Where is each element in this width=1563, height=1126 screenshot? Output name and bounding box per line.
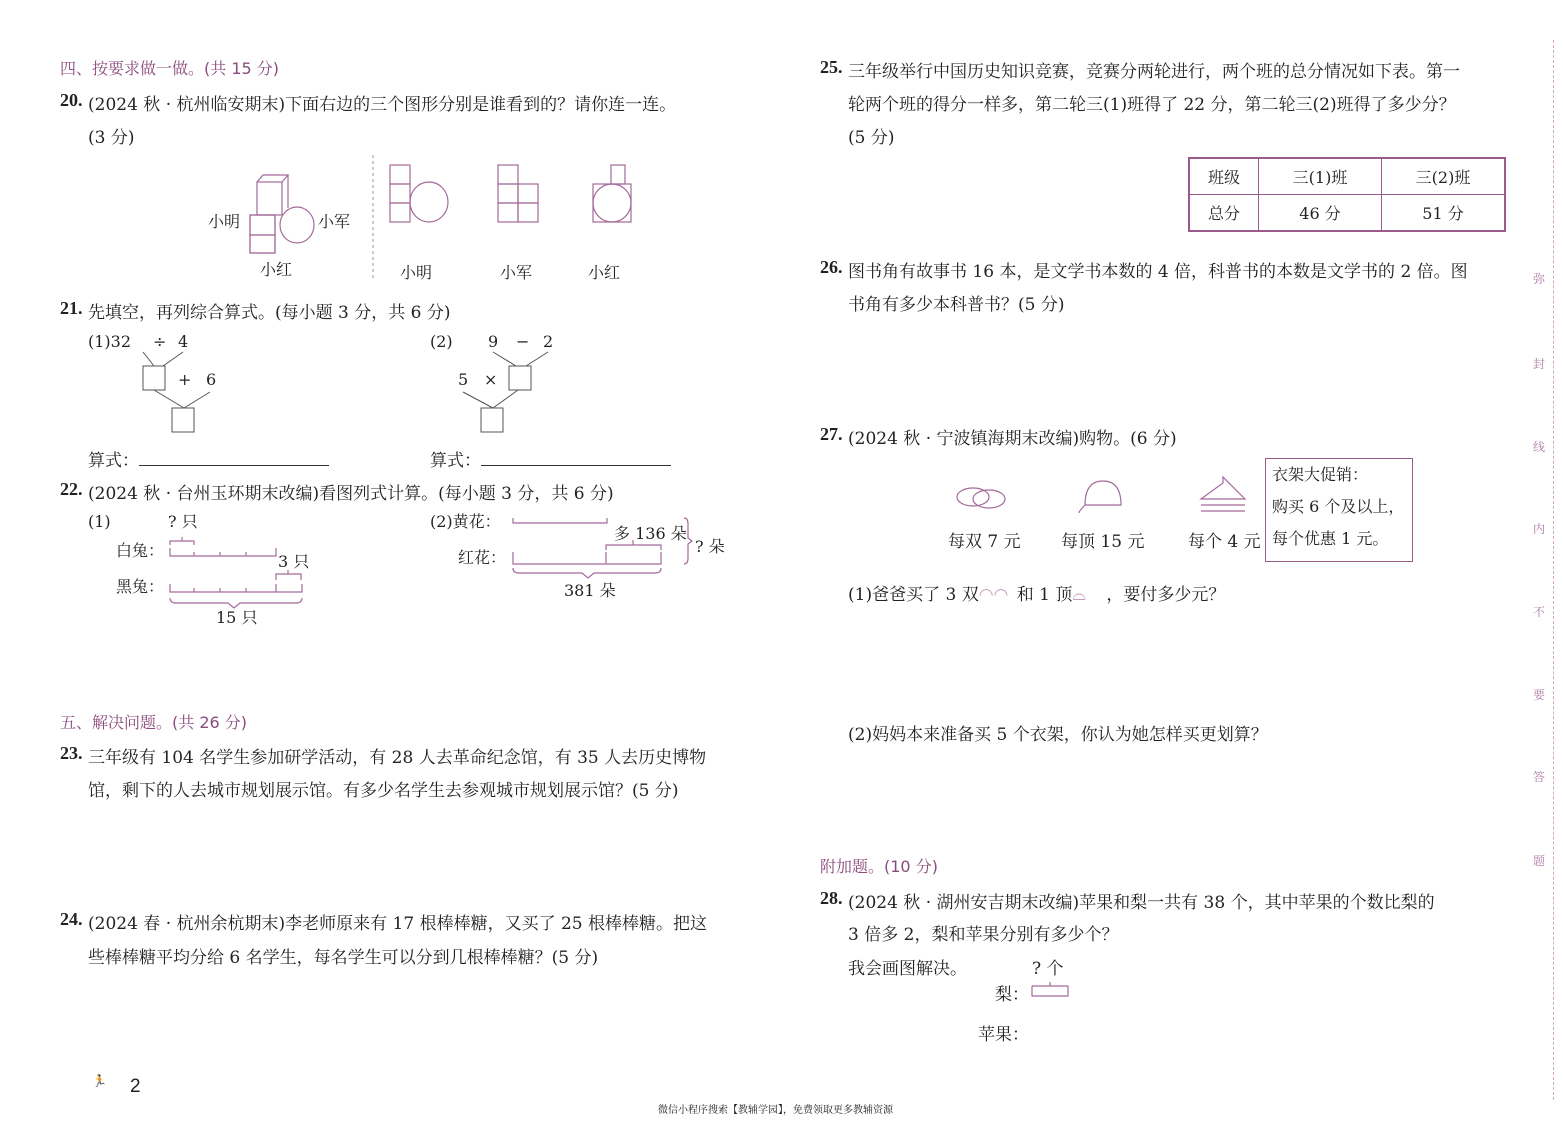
question-number: 22.: [60, 479, 83, 499]
text: 46 分: [1259, 195, 1382, 232]
hanger-icon: [1201, 477, 1245, 511]
text: 15 只: [216, 608, 258, 627]
question-number: 28.: [820, 888, 843, 908]
text: 三(2)班: [1382, 158, 1506, 195]
text: ÷: [153, 332, 167, 351]
formula-2[interactable]: [430, 446, 671, 471]
text: 381 朵: [564, 581, 616, 600]
text: −: [516, 332, 530, 351]
cap-icon: ⌓: [1072, 585, 1086, 605]
slippers-icon: ◠◠: [978, 585, 1009, 605]
text: 多 136 朵: [614, 524, 687, 543]
formula-1[interactable]: [88, 446, 329, 471]
promo-box: [1265, 458, 1413, 562]
text: (1)爸爸买了 3 双: [848, 585, 979, 605]
pear-quantity-label: ? 个: [1032, 959, 1064, 979]
pear-label: 梨：: [995, 985, 1029, 1005]
text: 3 只: [278, 552, 310, 571]
question-23-line1: 三年级有 104 名学生参加研学活动，有 28 人去革命纪念馆，有 35 人去历史博物: [88, 748, 707, 768]
q22-line-diagrams: [88, 510, 768, 630]
answer-box: [481, 408, 503, 432]
text: 4: [178, 332, 189, 351]
table-header-row: [1189, 158, 1505, 195]
slippers-icon: [957, 488, 1005, 508]
label-xiaohong: 小红: [260, 260, 293, 279]
text: 白兔：: [116, 541, 165, 560]
text: (1): [88, 512, 111, 531]
question-number: 23.: [60, 743, 83, 763]
table-row: [1189, 195, 1505, 232]
text: 6: [206, 370, 217, 389]
question-28-line2: 3 倍多 2，梨和苹果分别有多少个？: [848, 925, 1119, 945]
view-3: [593, 165, 631, 222]
price-hanger: 每个 4 元: [1188, 532, 1261, 552]
cap-icon: [1079, 481, 1121, 513]
question-21-text: 先填空，再列综合算式。(每小题 3 分，共 6 分): [88, 303, 451, 323]
price-cap: 每顶 15 元: [1061, 532, 1145, 552]
text: 51 分: [1382, 195, 1506, 232]
question-number: 21.: [60, 298, 83, 318]
question-number: 25.: [820, 57, 843, 77]
question-27-sub1: [848, 580, 1225, 605]
text: 5: [458, 370, 469, 389]
view-label: 小明: [400, 263, 433, 282]
price-slippers: 每双 7 元: [948, 532, 1021, 552]
margin-char: 内: [1533, 522, 1546, 536]
runner-icon: 🏃: [92, 1074, 107, 1088]
promo-line: 购买 6 个及以上，: [1272, 497, 1405, 516]
promo-line: 衣架大促销：: [1272, 465, 1369, 484]
margin-char: 弥: [1533, 272, 1546, 286]
question-number: 24.: [60, 909, 83, 929]
question-27-text: (2024 秋 · 宁波镇海期末改编)购物。(6 分): [848, 429, 1177, 449]
question-20-text: (2024 秋 · 杭州临安期末)下面右边的三个图形分别是谁看到的？请你连一连。: [88, 95, 677, 115]
q20-figures: [200, 155, 660, 285]
formula-blank[interactable]: [481, 464, 671, 466]
formula-blank[interactable]: [139, 464, 329, 466]
margin-char: 封: [1533, 357, 1546, 371]
text: 黑兔：: [116, 577, 165, 596]
text: (2): [430, 332, 453, 351]
text: ? 只: [168, 512, 198, 531]
apple-label: 苹果：: [978, 1025, 1029, 1045]
text: +: [178, 370, 192, 389]
text: 2: [543, 332, 554, 351]
page-number: 2: [130, 1076, 141, 1097]
question-22-text: (2024 秋 · 台州玉环期末改编)看图列式计算。(每小题 3 分，共 6 分): [88, 484, 614, 504]
section-5-title: 五、解决问题。(共 26 分): [60, 713, 248, 732]
question-number: 26.: [820, 257, 843, 277]
question-number: 27.: [820, 424, 843, 444]
question-28-line1: (2024 秋 · 湖州安吉期末改编)苹果和梨一共有 38 个，其中苹果的个数比梨的: [848, 893, 1435, 913]
question-27-sub2: (2)妈妈本来准备买 5 个衣架，你认为她怎样买更划算？: [848, 725, 1268, 745]
seal-line: [1553, 40, 1554, 1100]
bonus-title: 附加题。(10 分): [820, 857, 938, 876]
answer-box: [143, 366, 165, 390]
question-25-line2: 轮两个班的得分一样多，第二轮三(1)班得了 22 分，第二轮三(2)班得了多少分？: [848, 95, 1456, 115]
question-23-line2: 馆，剩下的人去城市规划展示馆。有多少名学生去参观城市规划展示馆？(5 分): [88, 781, 679, 801]
question-24-line2: 些棒棒糖平均分给 6 名学生，每名学生可以分到几根棒棒糖？(5 分): [88, 948, 599, 968]
text: ? 朵: [695, 537, 725, 556]
answer-box: [509, 366, 531, 390]
text: 9: [488, 332, 499, 351]
view-1: [390, 165, 448, 222]
margin-char: 不: [1533, 605, 1546, 619]
text: 班级: [1189, 158, 1259, 195]
shop-items: [955, 475, 1255, 520]
pear-segment: [1030, 978, 1070, 998]
margin-char: 答: [1533, 770, 1546, 784]
view-label: 小红: [588, 263, 621, 282]
q21-tree-diagrams: [88, 330, 688, 440]
question-28-line3: 我会画图解决。: [848, 959, 967, 979]
view-2: [498, 165, 538, 222]
text: 三(1)班: [1259, 158, 1382, 195]
text: (2)黄花：: [430, 512, 501, 531]
question-25-points: (5 分): [848, 128, 895, 148]
margin-char: 要: [1533, 688, 1546, 702]
score-table: [1188, 157, 1506, 232]
text: (1)32: [88, 332, 132, 351]
text: 红花：: [458, 548, 507, 567]
cube-stack-figure: [250, 175, 314, 253]
answer-box: [172, 408, 194, 432]
text: ，要付多少元？: [1106, 585, 1226, 605]
footer-text: 微信小程序搜索【教辅学园】，免费领取更多教辅资源: [658, 1105, 893, 1116]
margin-char: 线: [1533, 440, 1546, 454]
text: 总分: [1189, 195, 1259, 232]
question-25-line1: 三年级举行中国历史知识竞赛，竞赛分两轮进行，两个班的总分情况如下表。第一: [848, 62, 1460, 82]
question-number: 20.: [60, 90, 83, 110]
formula-label: 算式：: [430, 451, 481, 471]
promo-line: 每个优惠 1 元。: [1272, 529, 1389, 548]
formula-label: 算式：: [88, 451, 139, 471]
text: 和 1 顶: [1016, 585, 1073, 605]
question-24-line1: (2024 春 · 杭州余杭期末)李老师原来有 17 根棒棒糖，又买了 25 根棒棒糖。把这: [88, 914, 708, 934]
question-26-line1: 图书角有故事书 16 本，是文学书本数的 4 倍，科普书的本数是文学书的 2 倍。图: [848, 262, 1468, 282]
text: ×: [484, 370, 498, 389]
label-xiaojun: 小军: [318, 212, 351, 231]
question-20-points: (3 分): [88, 128, 135, 148]
label-xiaoming: 小明: [208, 212, 241, 231]
question-26-line2: 书角有多少本科普书？(5 分): [848, 295, 1065, 315]
section-4-title: 四、按要求做一做。(共 15 分): [60, 59, 280, 78]
view-label: 小军: [500, 263, 533, 282]
margin-char: 题: [1533, 854, 1546, 868]
